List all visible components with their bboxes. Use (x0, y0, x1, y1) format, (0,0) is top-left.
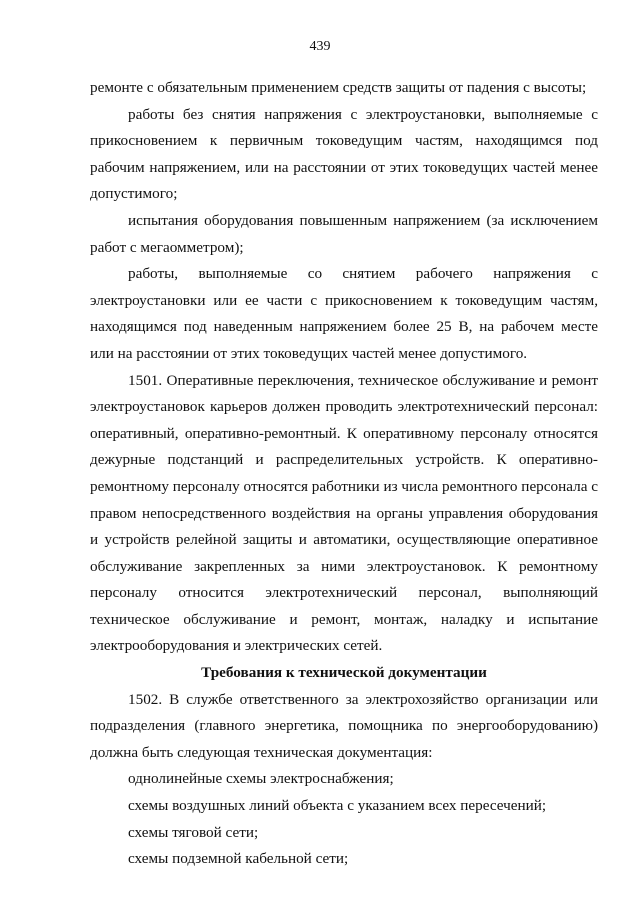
paragraph-1502: 1502. В службе ответственного за электрохозяйство организации или подразделения (главного энергетика, помощника по энергооборудованию) должна быть следующая техническая документация: (90, 690, 598, 761)
page-number: 439 (309, 39, 331, 54)
paragraph-continuation: ремонте с обязательным применением средств защиты от падения с высоты; (90, 79, 587, 96)
list-item: схемы подземной кабельной сети; (128, 850, 349, 868)
paragraph-live-work: работы без снятия напряжения с электроустановки, выполняемые с прикосновением к первичным токоведущим частям, находящимся под рабочим напряжением, или на расстоянии от этих токоведущих частей менее допустимого; (90, 105, 598, 203)
list-item: схемы тяговой сети; (128, 823, 259, 841)
document-body (90, 75, 598, 873)
list-item: схемы воздушных линий объекта с указанием всех пересечений; (128, 797, 547, 815)
paragraph-high-voltage-tests: испытания оборудования повышенным напряжением (за исключением работ с мегаомметром); (90, 211, 598, 256)
section-heading: Требования к технической документации (201, 664, 487, 682)
paragraph-induced-voltage-work: работы, выполняемые со снятием рабочего напряжения с электроустановки или ее части с прикосновением к токоведущим частям, находящимся под наведенным напряжением более 25 В, на рабочем месте или на расстоянии от этих токоведущих частей менее допустимого. (90, 265, 598, 362)
paragraph-1501: 1501. Оперативные переключения, техническое обслуживание и ремонт электроустановок карьеров должен проводить электротехнический персонал: оперативный, оперативно-ремонтный. К оперативному персоналу относятся дежурные подстанций и распределительных устройств. К оперативно-ремонтному персоналу относятся работники из числа ремонтного персонала с правом непосредственного воздействия на органы управления оборудования и устройств релейной защиты и автоматики, осуществляющие оперативное обслуживание закрепленных за ними электроустановок. К ремонтному персоналу относится электротехнический персонал, выполняющий техническое обслуживание и ремонт, монтаж, наладку и испытание электрооборудования и электрических сетей. (90, 371, 598, 655)
list-item: однолинейные схемы электроснабжения; (128, 770, 394, 788)
